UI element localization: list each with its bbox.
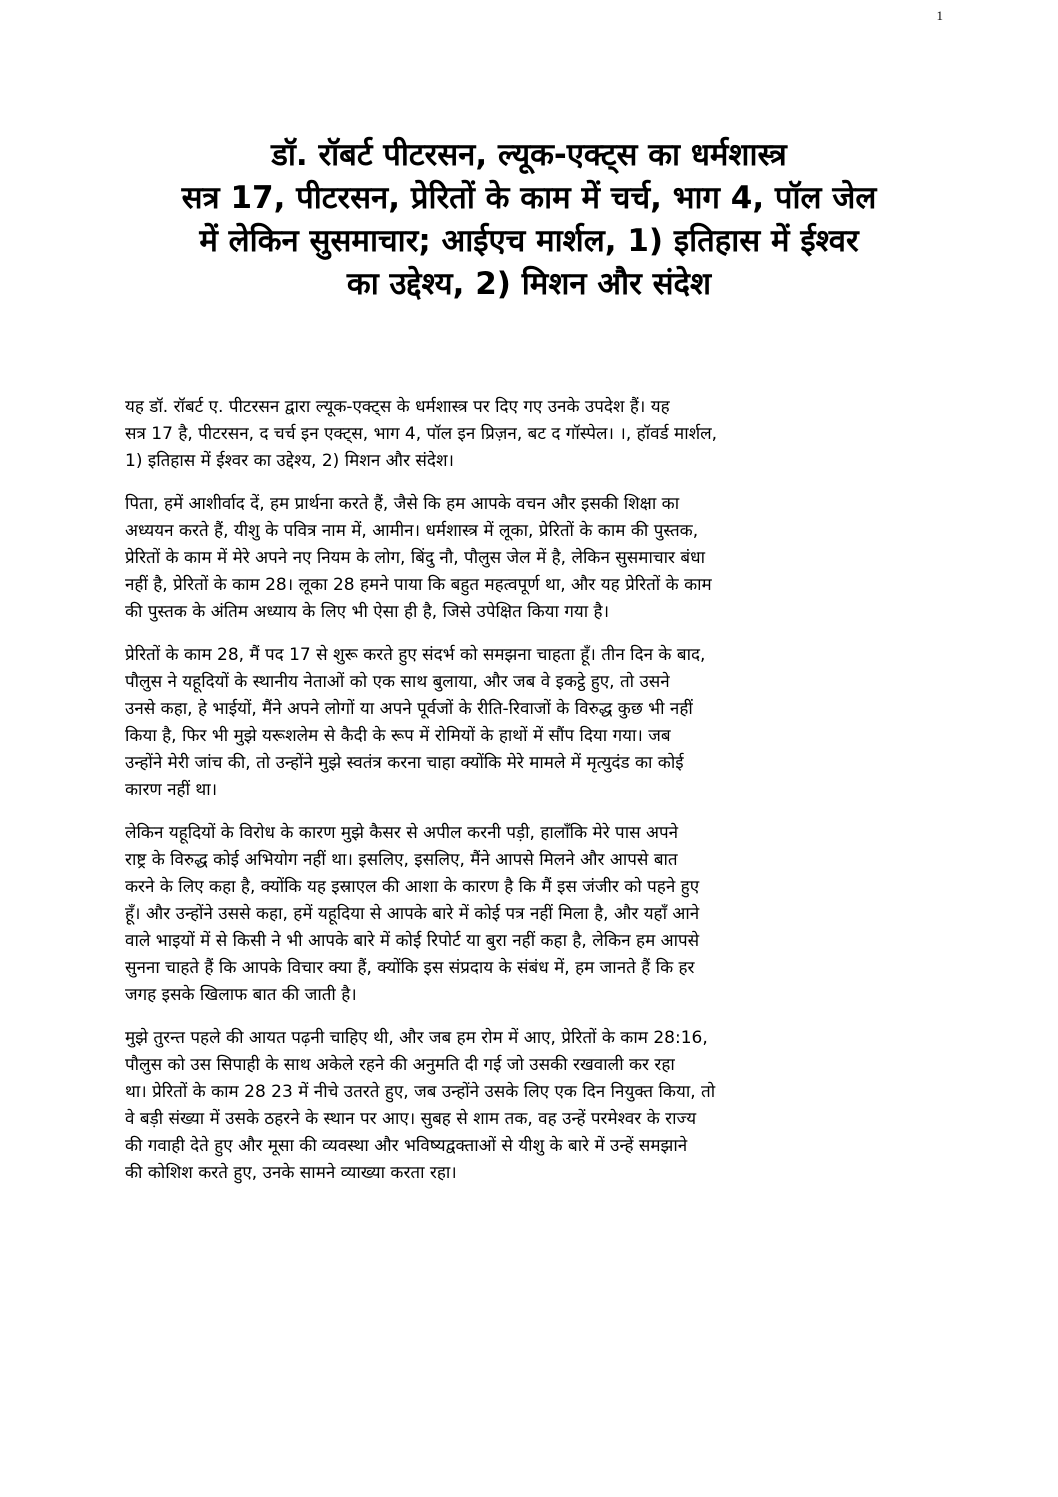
text-line: सुनना चाहते हैं कि आपके विचार क्या हैं, क्योंकि इस संप्रदाय के संबंध में, हम जानते हैं कि हर <box>125 958 695 978</box>
text-line: पौलुस ने यहूदियों के स्थानीय नेताओं को एक साथ बुलाया, और जब वे इकट्ठे हुए, तो उसने <box>125 672 670 692</box>
text-line: की गवाही देते हुए और मूसा की व्यवस्था और भविष्यद्वक्ताओं से यीशु के बारे में उन्हें समझाने <box>125 1136 688 1156</box>
title-line: में लेकिन सुसमाचार; आईएच मार्शल, 1) इतिहास में ईश्वर <box>199 223 859 259</box>
page-number: 1 <box>936 8 943 23</box>
document-title <box>100 134 958 306</box>
text-line: था। प्रेरितों के काम 28 23 में नीचे उतरते हुए, जब उन्होंने उसके लिए एक दिन नियुक्त किया, तो <box>125 1082 716 1102</box>
text-line: प्रेरितों के काम 28, मैं पद 17 से शुरू करते हुए संदर्भ को समझना चाहता हूँ। तीन दिन के बाद, <box>125 645 706 665</box>
text-line: की पुस्तक के अंतिम अध्याय के लिए भी ऐसा ही है, जिसे उपेक्षित किया गया है। <box>125 602 610 622</box>
text-line: लेकिन यहूदियों के विरोध के कारण मुझे कैसर से अपील करनी पड़ी, हालाँकि मेरे पास अपने <box>125 823 679 843</box>
text-line: उन्होंने मेरी जांच की, तो उन्होंने मुझे स्वतंत्र करना चाहा क्योंकि मेरे मामले में मृत्युदंड का कोई <box>125 753 684 773</box>
title-line: का उद्देश्य, 2) मिशन और संदेश <box>346 266 712 302</box>
text-line: हूँ। और उन्होंने उससे कहा, हमें यहूदिया से आपके बारे में कोई पत्र नहीं मिला है, और यहाँ आने <box>125 904 700 924</box>
paragraph <box>125 394 940 475</box>
text-line: कारण नहीं था। <box>125 780 218 800</box>
title-line: सत्र 17, पीटरसन, प्रेरितों के काम में चर्च, भाग 4, पॉल जेल <box>181 180 877 216</box>
text-line: जगह इसके खिलाफ बात की जाती है। <box>125 985 357 1005</box>
text-line: वाले भाइयों में से किसी ने भी आपके बारे में कोई रिपोर्ट या बुरा नहीं कहा है, लेकिन हम आपसे <box>125 931 700 951</box>
title-line: डॉ. रॉबर्ट पीटरसन, ल्यूक-एक्ट्स का धर्मशास्त्र <box>271 137 787 173</box>
text-line: पिता, हमें आशीर्वाद दें, हम प्रार्थना करते हैं, जैसे कि हम आपके वचन और इसकी शिक्षा का <box>125 494 680 514</box>
paragraph <box>125 642 940 804</box>
text-line: प्रेरितों के काम में मेरे अपने नए नियम के लोग, बिंदु नौ, पौलुस जेल में है, लेकिन सुसमाचार बंधा <box>125 548 705 568</box>
text-line: की कोशिश करते हुए, उनके सामने व्याख्या करता रहा। <box>125 1163 457 1183</box>
paragraph <box>125 820 940 1009</box>
text-line: राष्ट्र के विरुद्ध कोई अभियोग नहीं था। इसलिए, इसलिए, मैंने आपसे मिलने और आपसे बात <box>125 850 678 870</box>
text-line: उनसे कहा, हे भाईयों, मैंने अपने लोगों या अपने पूर्वजों के रीति-रिवाजों के विरुद्ध कुछ भी नहीं <box>125 699 693 719</box>
text-line: अध्ययन करते हैं, यीशु के पवित्र नाम में, आमीन। धर्मशास्त्र में लूका, प्रेरितों के काम की पुस्तक, <box>125 521 699 541</box>
text-line: वे बड़ी संख्या में उसके ठहरने के स्थान पर आए। सुबह से शाम तक, वह उन्हें परमेश्वर के राज्य <box>125 1109 697 1129</box>
text-line: किया है, फिर भी मुझे यरूशलेम से कैदी के रूप में रोमियों के हाथों में सौंप दिया गया। जब <box>125 726 671 746</box>
paragraph <box>125 491 940 626</box>
text-line: पौलुस को उस सिपाही के साथ अकेले रहने की अनुमति दी गई जो उसकी रखवाली कर रहा <box>125 1055 675 1075</box>
text-line: करने के लिए कहा है, क्योंकि यह इस्राएल की आशा के कारण है कि मैं इस जंजीर को पहने हुए <box>125 877 700 897</box>
text-line: मुझे तुरन्त पहले की आयत पढ़नी चाहिए थी, और जब हम रोम में आए, प्रेरितों के काम 28:16, <box>125 1028 708 1048</box>
text-line: नहीं है, प्रेरितों के काम 28। लूका 28 हमने पाया कि बहुत महत्वपूर्ण था, और यह प्रेरितों के काम <box>125 575 712 595</box>
paragraph <box>125 1025 940 1187</box>
document-body <box>125 394 940 1203</box>
text-line: 1) इतिहास में ईश्वर का उद्देश्य, 2) मिशन और संदेश। <box>125 451 454 471</box>
text-line: यह डॉ. रॉबर्ट ए. पीटरसन द्वारा ल्यूक-एक्ट्स के धर्मशास्त्र पर दिए गए उनके उपदेश हैं। यह <box>125 397 670 417</box>
text-line: सत्र 17 है, पीटरसन, द चर्च इन एक्ट्स, भाग 4, पॉल इन प्रिज़न, बट द गॉस्पेल। ।, हॉवर्ड मार्शल, <box>125 424 718 444</box>
